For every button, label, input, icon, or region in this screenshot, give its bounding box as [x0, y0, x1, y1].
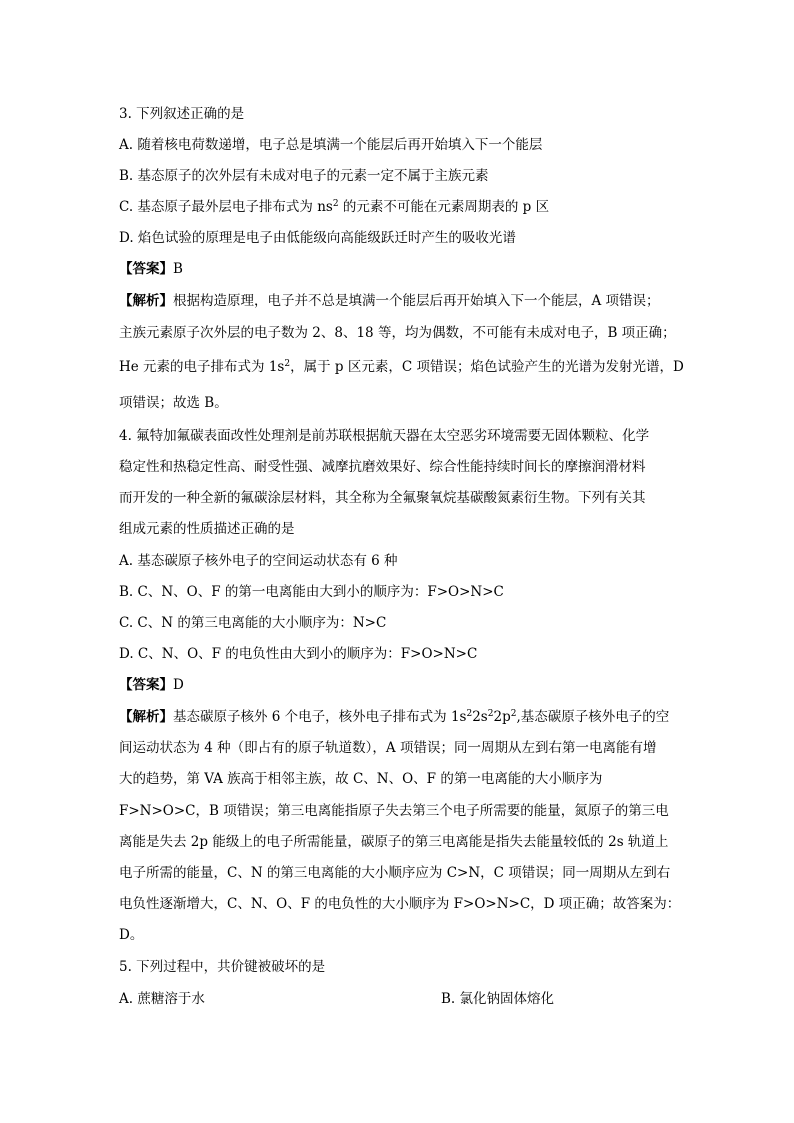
- q4-option-b: B. C、N、O、F 的第一电离能由大到小的顺序为：F>O>N>C: [119, 584, 504, 600]
- q4-analysis-1-sup2: 2: [487, 709, 494, 719]
- q3-option-c-sup: 2: [332, 199, 339, 209]
- q3-analysis-3-pre: He 元素的电子排布式为 1s: [119, 359, 285, 375]
- q4-analysis-1-pre: 基态碳原子核外 6 个电子，核外电子排布式为 1s: [173, 709, 467, 725]
- q3-option-c: [119, 197, 549, 217]
- q4-analysis-1-sup3: 2: [510, 709, 517, 719]
- q3-stem: 3. 下列叙述正确的是: [119, 106, 245, 122]
- q3-option-c-pre: C. 基态原子最外层电子排布式为 ns: [119, 199, 333, 215]
- q4-analysis-1-mid2: 2p: [493, 709, 511, 725]
- q4-option-a: A. 基态碳原子核外电子的空间运动状态有 6 种: [119, 553, 398, 569]
- q4-answer-value: D: [173, 677, 184, 693]
- q4-analysis-8: D。: [119, 927, 144, 943]
- q4-stem-4: 组成元素的性质描述正确的是: [119, 521, 295, 537]
- q5-option-a: A. 蔗糖溶于水: [119, 991, 205, 1007]
- q3-analysis-1: [119, 291, 660, 311]
- q3-analysis-4: 项错误；故选 B。: [119, 395, 228, 411]
- q4-analysis-4: F>N>O>C，B 项错误；第三电离能指原子失去第三个电子所需要的能量，氮原子的第三电: [119, 803, 669, 819]
- q4-option-d: D. C、N、O、F 的电负性由大到小的顺序为：F>O>N>C: [119, 646, 478, 662]
- q4-analysis-6: 电子所需的能量，C、N 的第三电离能的大小顺序应为 C>N，C 项错误；同一周期从左到右: [119, 865, 671, 881]
- q4-stem-3: 而开发的一种全新的氟碳涂层材料，其全称为全氟聚氧烷基碳酸氮素衍生物。下列有关其: [119, 490, 646, 506]
- q3-answer: [119, 259, 183, 279]
- q4-answer: [119, 675, 184, 695]
- q3-option-c-post: 的元素不可能在元素周期表的 p 区: [338, 199, 550, 215]
- q4-option-c: C. C、N 的第三电离能的大小顺序为：N>C: [119, 615, 387, 631]
- q3-analysis-3: [119, 357, 684, 377]
- q3-option-a: A. 随着核电荷数递增，电子总是填满一个能层后再开始填入下一个能层: [119, 137, 543, 153]
- q4-analysis-1: [119, 707, 669, 727]
- q3-analysis-3-sup: 2: [284, 359, 291, 369]
- q5-stem: 5. 下列过程中，共价键被破坏的是: [119, 959, 326, 975]
- q4-analysis-1-post: ,基态碳原子核外电子的空: [516, 709, 670, 725]
- q4-stem-2: 稳定性和热稳定性高、耐受性强、减摩抗磨效果好、综合性能持续时间长的摩擦润滑材料: [119, 459, 646, 475]
- q3-answer-label: 【答案】: [119, 261, 173, 277]
- q4-analysis-2: 间运动状态为 4 种（即占有的原子轨道数），A 项错误；同一周期从左到右第一电离能有增: [119, 740, 657, 756]
- q3-analysis-2: 主族元素原子次外层的电子数为 2、8、18 等，均为偶数，不可能有未成对电子，B 项正确；: [119, 325, 676, 341]
- q3-analysis-1-text: 根据构造原理，电子并不总是填满一个能层后再开始填入下一个能层，A 项错误；: [173, 293, 660, 309]
- q4-answer-label: 【答案】: [119, 677, 173, 693]
- q3-analysis-3-post: ，属于 p 区元素，C 项错误；焰色试验产生的光谱为发射光谱，D: [290, 359, 684, 375]
- q5-option-b: B. 氯化钠固体熔化: [441, 991, 555, 1007]
- q4-analysis-5: 离能是失去 2p 能级上的电子所需能量，碳原子的第三电离能是指失去能量较低的 2s 轨道上: [119, 834, 669, 850]
- q3-answer-value: B: [173, 261, 183, 277]
- q4-analysis-3: 大的趋势，第 VA 族高于相邻主族，故 C、N、O、F 的第一电离能的大小顺序为: [119, 771, 603, 787]
- q4-analysis-7: 电负性逐渐增大，C、N、O、F 的电负性的大小顺序为 F>O>N>C，D 项正确；故答案为：: [119, 896, 681, 912]
- q3-analysis-label: 【解析】: [119, 293, 173, 309]
- q4-analysis-label: 【解析】: [119, 709, 173, 725]
- q4-analysis-1-sup1: 2: [466, 709, 473, 719]
- q4-analysis-1-mid: 2s: [472, 709, 488, 725]
- q3-option-d: D. 焰色试验的原理是电子由低能级向高能级跃迁时产生的吸收光谱: [119, 230, 516, 246]
- q4-stem-1: 4. 氟特加氟碳表面改性处理剂是前苏联根据航天器在太空恶劣环境需要无固体颗粒、化学: [119, 428, 650, 444]
- q3-option-b: B. 基态原子的次外层有未成对电子的元素一定不属于主族元素: [119, 168, 489, 184]
